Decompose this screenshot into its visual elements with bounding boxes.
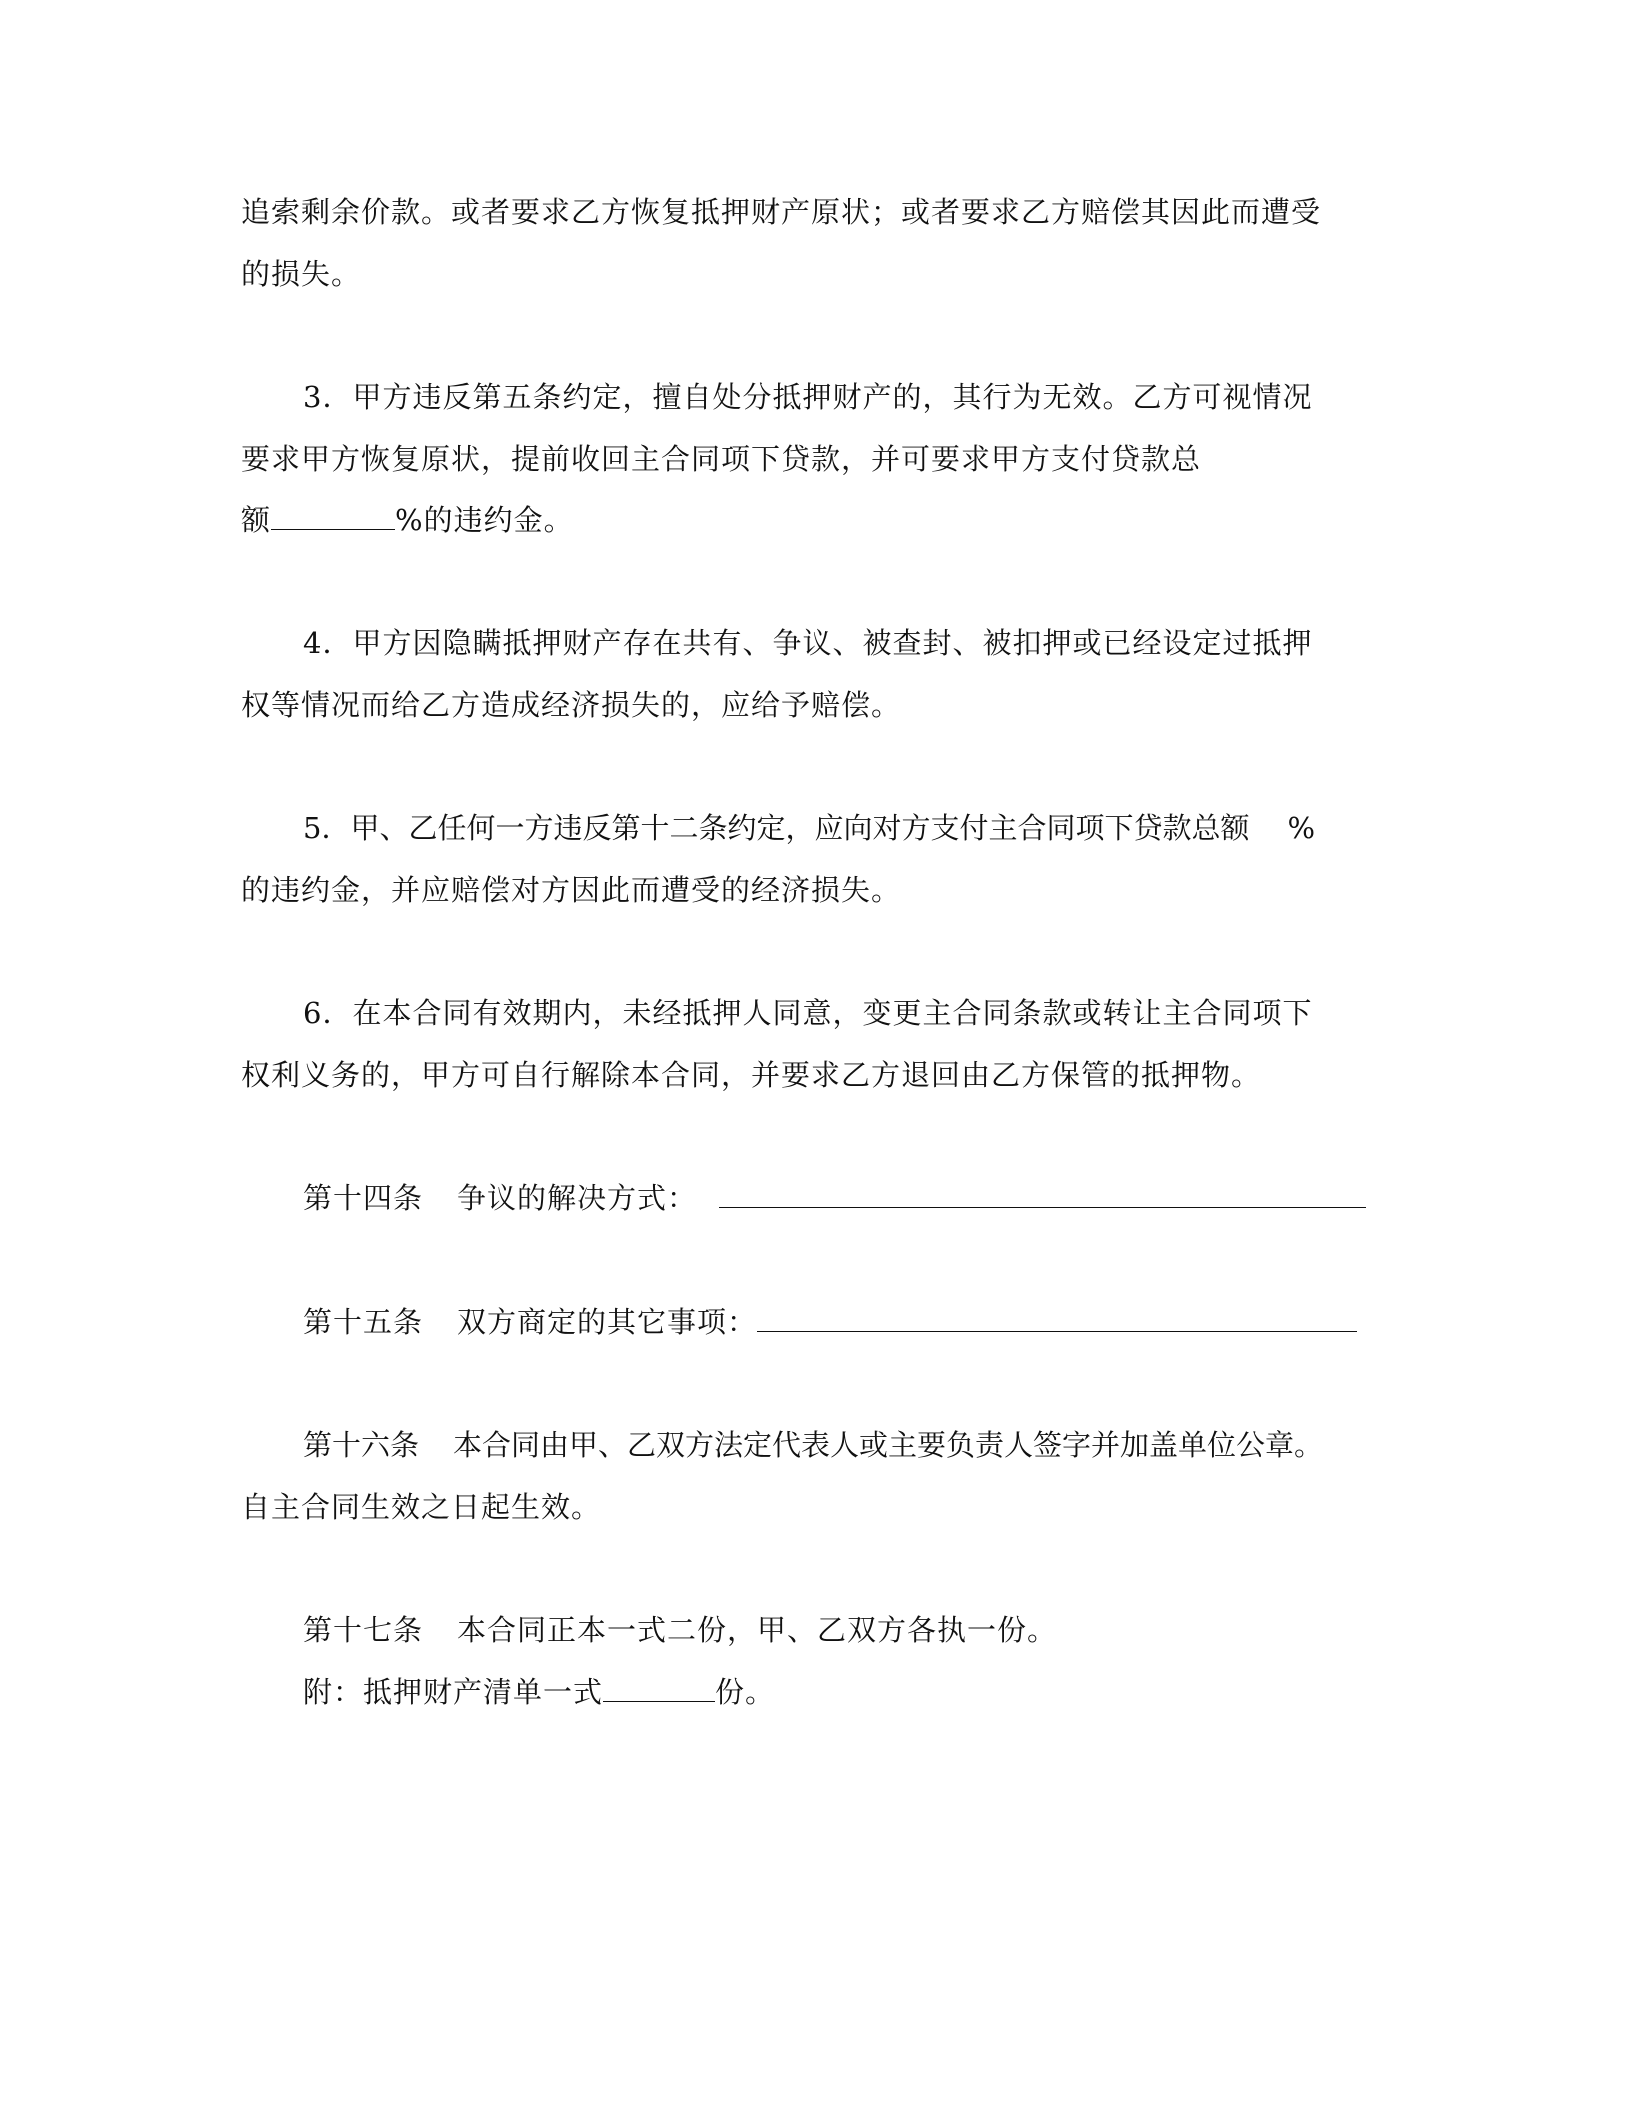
other-matters-blank[interactable]	[757, 1303, 1357, 1332]
clause-4-line-2: 权等情况而给乙方造成经济损失的，应给予赔偿。	[241, 688, 902, 722]
article-17-text: 本合同正本一式二份，甲、乙双方各执一份。	[457, 1613, 1058, 1647]
clause-2-continuation-line-1: 追索剩余价款。或者要求乙方恢复抵押财产原状；或者要求乙方赔偿其因此而遭受	[241, 195, 1322, 229]
attachment-text-after-blank: 份。	[715, 1675, 776, 1709]
clause-3-text-before-blank: 额	[241, 503, 272, 537]
attachment-copies-blank[interactable]	[603, 1673, 715, 1702]
attachment-text-before-blank: 附：抵押财产清单一式	[303, 1675, 604, 1709]
article-16-line-2: 自主合同生效之日起生效。	[241, 1490, 602, 1524]
article-16-text: 本合同由甲、乙双方法定代表人或主要负责人签字并加盖单位公章。	[453, 1428, 1324, 1462]
clause-3-text-after-blank: %的违约金。	[395, 503, 574, 537]
article-14-text: 争议的解决方式：	[457, 1181, 698, 1215]
clause-4-line-1: 4．甲方因隐瞒抵押财产存在共有、争议、被查封、被扣押或已经设定过抵押	[303, 626, 1313, 660]
clause-3-line-1: 3．甲方违反第五条约定，擅自处分抵押财产的，其行为无效。乙方可视情况	[303, 380, 1313, 414]
dispute-resolution-blank[interactable]	[719, 1179, 1366, 1208]
penalty-rate-blank[interactable]	[271, 501, 395, 530]
article-17	[303, 1610, 1057, 1650]
clause-5-percent-sign: %	[1287, 811, 1316, 845]
clause-6-line-1: 6．在本合同有效期内，未经抵押人同意，变更主合同条款或转让主合同项下	[303, 996, 1313, 1030]
clause-3-line-2: 要求甲方恢复原状，提前收回主合同项下贷款，并可要求甲方支付贷款总	[241, 442, 1202, 476]
clause-6-line-2: 权利义务的，甲方可自行解除本合同，并要求乙方退回由乙方保管的抵押物。	[241, 1058, 1262, 1092]
clause-3-line-3	[241, 500, 574, 540]
article-15-number: 第十五条	[303, 1305, 424, 1339]
clause-5-text-before-blank: 5．甲、乙任何一方违反第十二条约定，应向对方支付主合同项下贷款总额	[303, 811, 1250, 845]
clause-5-line-1	[303, 808, 1315, 848]
attachment-line	[303, 1672, 775, 1712]
article-15-text: 双方商定的其它事项：	[457, 1305, 758, 1339]
article-16-line-1	[303, 1425, 1323, 1465]
article-14-number: 第十四条	[303, 1181, 424, 1215]
clause-2-continuation-line-2: 的损失。	[241, 257, 362, 291]
article-15	[303, 1302, 1357, 1342]
article-17-number: 第十七条	[303, 1613, 424, 1647]
clause-5-line-2: 的违约金，并应赔偿对方因此而遭受的经济损失。	[241, 873, 902, 907]
article-14	[303, 1178, 1366, 1218]
article-16-number: 第十六条	[303, 1428, 420, 1462]
